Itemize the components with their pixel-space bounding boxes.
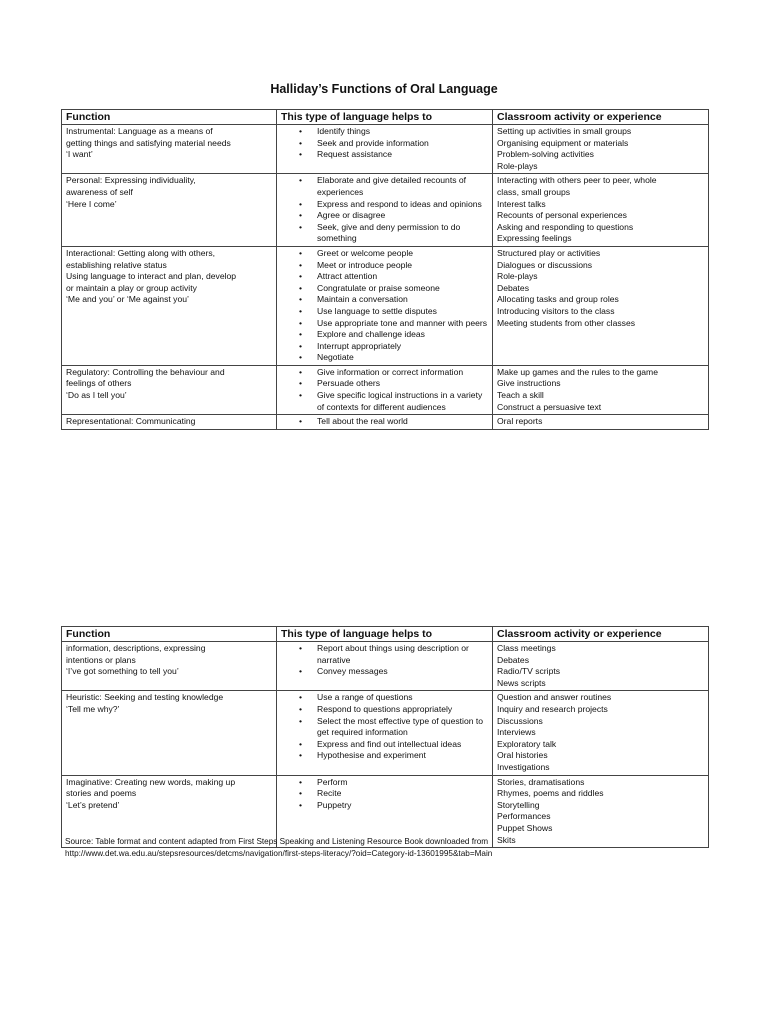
helps-cell	[277, 415, 493, 430]
activity-text: Interest talks	[497, 198, 546, 209]
bullet-item: • Maintain a conversation	[281, 294, 488, 306]
table-row	[62, 174, 709, 247]
functions-table-1	[61, 109, 709, 430]
bullet-item: • Express and respond to ideas and opinions	[281, 199, 488, 211]
bullet-item: • Congratulate or praise someone	[281, 283, 488, 295]
activity-text: Storytelling	[497, 799, 540, 810]
header-activity: Classroom activity or experience	[493, 110, 709, 125]
function-text: information, descriptions, expressing	[66, 643, 206, 653]
bullet-item: • Recite	[281, 788, 488, 800]
table-row	[62, 365, 709, 414]
function-text: Representational: Communicating	[66, 416, 196, 427]
activity-text: Construct a persuasive text	[497, 401, 602, 412]
function-cell	[62, 691, 277, 775]
function-text: ‘Here I come’	[66, 198, 117, 209]
activity-cell	[493, 246, 709, 365]
source-line: Source: Table format and content adapted from First Steps Speaking and Listening Resource Book downloaded from	[65, 837, 489, 846]
helps-cell	[277, 174, 493, 247]
activity-cell	[493, 691, 709, 775]
helps-list	[281, 777, 488, 812]
activity-text: Stories, dramatisations	[497, 776, 585, 787]
activity-text: News scripts	[497, 677, 546, 688]
bullet-item: • Seek and provide information	[281, 138, 488, 150]
activity-text: Asking and responding to questions	[497, 221, 634, 232]
bullet-item: • Agree or disagree	[281, 210, 488, 222]
helps-cell	[277, 246, 493, 365]
activity-text: Debates	[497, 282, 530, 293]
bullet-item: • Request assistance	[281, 149, 488, 161]
activity-text: Debates	[497, 654, 530, 665]
bullet-item: • Greet or welcome people	[281, 248, 488, 260]
bullet-item: • Use language to settle disputes	[281, 306, 488, 318]
table-header-row	[62, 627, 709, 642]
table-row	[62, 691, 709, 775]
activity-cell	[493, 415, 709, 430]
function-text: ‘I’ve got something to tell you’	[66, 666, 179, 677]
source-url: http://www.det.wa.edu.au/stepsresources/detcms/navigation/first-steps-literacy/?oid=Category-id-13601995&tab=Main	[65, 848, 493, 858]
activity-cell	[493, 125, 709, 174]
activity-text: Role-plays	[497, 271, 538, 282]
function-cell	[62, 415, 277, 430]
activity-text: Radio/TV scripts	[497, 666, 561, 677]
bullet-item: • Perform	[281, 777, 488, 789]
activity-text: Performances	[497, 811, 551, 822]
bullet-item: • Explore and challenge ideas	[281, 329, 488, 341]
activity-text: Interviews	[497, 727, 536, 738]
activity-text: Interacting with others peer to peer, whole	[497, 175, 657, 186]
function-text: Using language to interact and plan, develop	[66, 271, 237, 282]
helps-list	[281, 692, 488, 762]
activity-text: Dialogues or discussions	[497, 259, 593, 270]
helps-cell	[277, 365, 493, 414]
bullet-item: • Respond to questions appropriately	[281, 704, 488, 716]
bullet-item: • Report about things using description or narrative	[281, 643, 488, 666]
bullet-item: • Express and find out intellectual ideas	[281, 739, 488, 751]
function-cell	[62, 125, 277, 174]
activity-text: Introducing visitors to the class	[497, 305, 615, 316]
activity-text: Make up games and the rules to the game	[497, 366, 658, 377]
activity-text: Skits	[497, 834, 516, 845]
function-text: awareness of self	[66, 186, 133, 197]
helps-cell	[277, 691, 493, 775]
function-text: intentions or plans	[66, 654, 136, 665]
table-header-row	[62, 110, 709, 125]
activity-text: Discussions	[497, 715, 543, 726]
activity-text: class, small groups	[497, 186, 571, 197]
bullet-item: • Puppetry	[281, 800, 488, 812]
activity-text: Structured play or activities	[497, 247, 601, 258]
function-text: Personal: Expressing individuality,	[66, 175, 196, 186]
bullet-item: • Identify things	[281, 126, 488, 138]
bullet-item: • Select the most effective type of question to get required information	[281, 716, 488, 739]
activity-text: Rhymes, poems and riddles	[497, 788, 604, 799]
activity-text: Problem-solving activities	[497, 149, 594, 160]
bullet-item: • Use a range of questions	[281, 692, 488, 704]
function-cell	[62, 365, 277, 414]
activity-text: Class meetings	[497, 643, 556, 653]
bullet-item: • Hypothesise and experiment	[281, 750, 488, 762]
function-cell	[62, 246, 277, 365]
bullet-item: • Use appropriate tone and manner with peers	[281, 318, 488, 330]
bullet-item: • Negotiate	[281, 352, 488, 364]
activity-cell	[493, 174, 709, 247]
function-text: feelings of others	[66, 378, 132, 389]
activity-text: Inquiry and research projects	[497, 703, 608, 714]
activity-text: Give instructions	[497, 378, 561, 389]
function-text: ‘Let’s pretend’	[66, 799, 120, 810]
function-cell	[62, 642, 277, 691]
source-note	[65, 836, 705, 859]
helps-list	[281, 367, 488, 413]
function-text: getting things and satisfying material needs	[66, 137, 231, 148]
function-text: Imaginative: Creating new words, making up	[66, 776, 236, 787]
helps-list	[281, 416, 488, 428]
header-helps: This type of language helps to	[277, 110, 493, 125]
document-title: Halliday’s Functions of Oral Language	[270, 82, 498, 96]
bullet-item: • Attract attention	[281, 271, 488, 283]
helps-cell	[277, 125, 493, 174]
activity-text: Role-plays	[497, 160, 538, 171]
function-text: ‘I want’	[66, 149, 93, 160]
helps-list	[281, 248, 488, 364]
function-text: ‘Do as I tell you’	[66, 390, 127, 401]
header-function: Function	[62, 627, 277, 642]
bullet-item: • Give specific logical instructions in a variety of contexts for different audiences	[281, 390, 488, 413]
bullet-item: • Elaborate and give detailed recounts of experiences	[281, 175, 488, 198]
header-function: Function	[62, 110, 277, 125]
activity-cell	[493, 365, 709, 414]
function-text: stories and poems	[66, 788, 137, 799]
activity-cell	[493, 642, 709, 691]
function-text: Heuristic: Seeking and testing knowledge	[66, 692, 224, 703]
function-text: ‘Tell me why?’	[66, 703, 120, 714]
activity-text: Puppet Shows	[497, 822, 553, 833]
activity-text: Investigations	[497, 761, 550, 772]
helps-list	[281, 126, 488, 161]
table-row	[62, 125, 709, 174]
activity-text: Oral reports	[497, 416, 543, 427]
function-text: Instrumental: Language as a means of	[66, 126, 213, 136]
activity-text: Oral histories	[497, 750, 548, 761]
table-row	[62, 246, 709, 365]
bullet-item: • Meet or introduce people	[281, 260, 488, 272]
function-text: Regulatory: Controlling the behaviour and	[66, 366, 225, 377]
table-row	[62, 642, 709, 691]
bullet-item: • Persuade others	[281, 378, 488, 390]
bullet-item: • Tell about the real world	[281, 416, 488, 428]
function-text: establishing relative status	[66, 259, 167, 270]
function-text: ‘Me and you’ or ‘Me against you’	[66, 294, 189, 305]
bullet-item: • Interrupt appropriately	[281, 341, 488, 353]
activity-text: Question and answer routines	[497, 692, 612, 703]
activity-text: Allocating tasks and group roles	[497, 294, 619, 305]
bullet-item: • Give information or correct information	[281, 367, 488, 379]
header-activity: Classroom activity or experience	[493, 627, 709, 642]
activity-text: Exploratory talk	[497, 738, 557, 749]
activity-text: Organising equipment or materials	[497, 137, 629, 148]
activity-text: Teach a skill	[497, 390, 544, 401]
helps-list	[281, 175, 488, 245]
functions-table-2	[61, 626, 709, 848]
function-cell	[62, 174, 277, 247]
activity-text: Meeting students from other classes	[497, 317, 636, 328]
function-text: or maintain a play or group activity	[66, 282, 197, 293]
activity-text: Recounts of personal experiences	[497, 210, 627, 221]
function-text: Interactional: Getting along with others,	[66, 247, 216, 258]
table-row	[62, 415, 709, 430]
header-helps: This type of language helps to	[277, 627, 493, 642]
bullet-item: • Seek, give and deny permission to do something	[281, 222, 488, 245]
activity-text: Setting up activities in small groups	[497, 126, 632, 136]
bullet-item: • Convey messages	[281, 666, 488, 678]
activity-text: Expressing feelings	[497, 233, 572, 244]
helps-cell	[277, 642, 493, 691]
helps-list	[281, 643, 488, 678]
